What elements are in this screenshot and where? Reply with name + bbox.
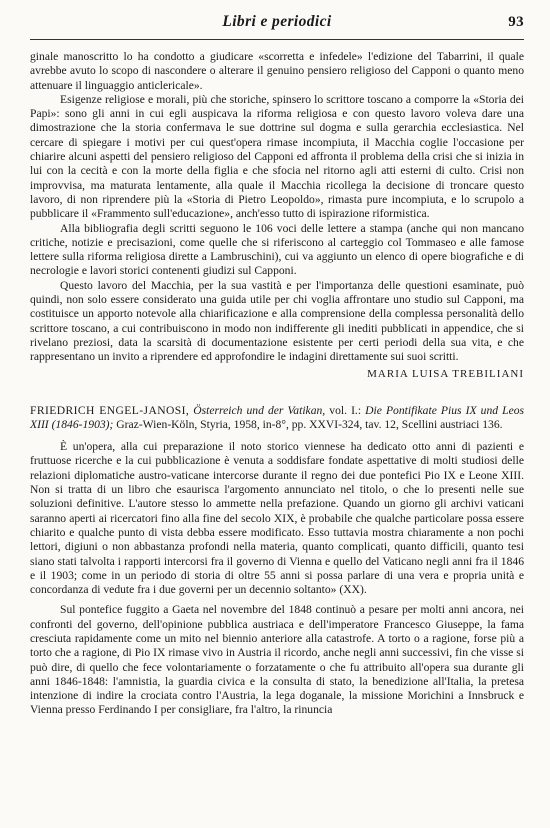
review-1-paragraph-3: Alla bibliografia degli scritti seguono le 106 voci delle lettere a stampa (anche qui non mancano critiche, notizie e precisazioni, come quelle che si riferiscono al carteggio col Tommaseo e alle famose lettere sulla riforma religiosa dirette a Lambruschini), cui va aggiunto un elenco di opere biografiche e di necrologie e lavori storici contenenti giudizi sul Capponi.: [30, 221, 524, 278]
running-head: [30, 12, 524, 32]
review-2-subtitle: Die Pontifikate Pius IX und Leos XIII (1846-1903);: [30, 403, 525, 431]
review-2-publication: Graz-Wien-Köln, Styria, 1958, in-8°, pp. XXVI-324, tav. 12, Scellini austriaci 136.: [116, 417, 503, 431]
review-2-title: Österreich und der Vatikan,: [193, 403, 326, 417]
review-1-paragraph-4: Questo lavoro del Macchia, per la sua vastità e per l'importanza delle questioni esaminate, può quindi, non solo essere considerato una guida utile per chi voglia affrontare uno studio sul Capponi, ma costituisce un apporto notevole alla chiarificazione e alla comprensione della complessa personalità dello scrittore toscano, a cui contribuiscono in modo non indifferente gli inediti pubblicati in appendice, che si rivelano preziosi, data la scarsità di documentazione esistente per certi periodi della sua vita, e che rappresentano un invito a riprendere ed approfondire le indagini direttamente sui suoi scritti.: [30, 278, 524, 364]
review-1-signature: MARIA LUISA TREBILIANI: [367, 367, 524, 380]
review-2-volume: vol. I.:: [329, 403, 362, 417]
review-1: [30, 50, 524, 380]
review-2-body: [30, 440, 524, 718]
review-1-paragraph-1: ginale manoscritto lo ha condotto a giudicare «scorretta e infedele» l'edizione del Tabarrini, il quale avrebbe avuto lo scopo di nascondere o alterare il genuino pensiero religioso del Capponi o quanto meno attenuare il linguaggio anticlericale».: [30, 50, 524, 92]
review-2-author: FRIEDRICH ENGEL-JANOSI,: [30, 403, 190, 417]
review-2-paragraph-1: È un'opera, alla cui preparazione il noto storico viennese ha dedicato otto anni di pazienti e fruttuose ricerche e la cui pubblicazione è venuta a soddisfare fondate aspettative di molti studiosi delle relazioni diplomatiche austro-vaticane intercorse durante il regno dei due pontefici Pio IX e Leone XIII. Non si tratta di un libro che esaurisca l'argomento annunciato nel titolo, o che lo presenti nelle sue soluzioni definitive. L'autore stesso lo ammette nella prefazione. Quando un giorno gli archivi vaticani saranno aperti ai ricercatori fino alla fine del secolo XIX, è probabile che qualche particolare possa essere chiarito e qualche punto di vista debba essere modificato. Esso tuttavia mostra chiaramente a non pochi lettori, digiuni o non abbastanza profondi nella materia, quanto complicati, quanto difficili, quanto tesi siano stati talvolta i rapporti intercorsi fra il governo di Vienna e quello del Vaticano negli anni fra il 1846 e il 1903; come in un periodo di storia di oltre 55 anni si possa parlare di una vera e propria unità e concordanza di vedute fra i due governi per un decennio soltanto» (XX).: [30, 440, 524, 597]
review-2-heading: [30, 404, 524, 433]
page-number: 93: [508, 14, 524, 30]
review-1-paragraph-2: Esigenze religiose e morali, più che storiche, spinsero lo scrittore toscano a comporre la «Storia dei Papi»: sono gli anni in cui egli auspicava la riforma religiosa e con questo lavoro voleva dare una dimostrazione che la storia confermava le sue dottrine sul dogma e sulla gerarchia ecclesiastica. Nel cercare di spiegare i motivi per cui quest'opera rimase incompiuta, il Macchia coglie l'occasione per chiarire alcuni aspetti del pensiero religioso del Capponi ed affronta il problema della crisi che si inizia in lui con la cecità e con la morte della figlia e che sfocia nel ritorno agli atti esterni di culto. Crisi non improvvisa, ma maturata lentamente, alla quale il Macchia ricollega la decisione di troncare questo lavoro, di non riprendere più la «Storia di Pietro Leopoldo», rimasta pure incompiuta, e lo scrupolo a pubblicare il «Frammento sull'educazione», anch'esso tutto di ispirazione riformistica.: [30, 92, 524, 221]
running-head-title: Libri e periodici: [222, 13, 332, 30]
header-rule: [30, 39, 524, 40]
review-2-paragraph-2: Sul pontefice fuggito a Gaeta nel novembre del 1848 continuò a pesare per molti anni ancora, nei confronti del governo, dell'opinione pubblica austriaca e dell'imperatore Francesco Giuseppe, la fama cresciuta rapidamente come un mito nel biennio anteriore alla catastrofe. A torto o a ragione, forse più a torto che a ragione, di Pio IX rimase vivo in Austria il ricordo, anche negli anni successivi, fin che visse si può dire, di quello che fece volontariamente o forzatamente o che fu attribuito all'opera sua durante gli anni 1846-1848: l'amnistia, la guardia civica e la consulta di stato, la benedizione all'Italia, la pretesa intenzione di indire la crociata contro l'Austria, la lega doganale, la missione Morichini a Innsbruck e Vienna presso Ferdinando I per consigliare, fra l'altro, la rinuncia: [30, 603, 524, 717]
